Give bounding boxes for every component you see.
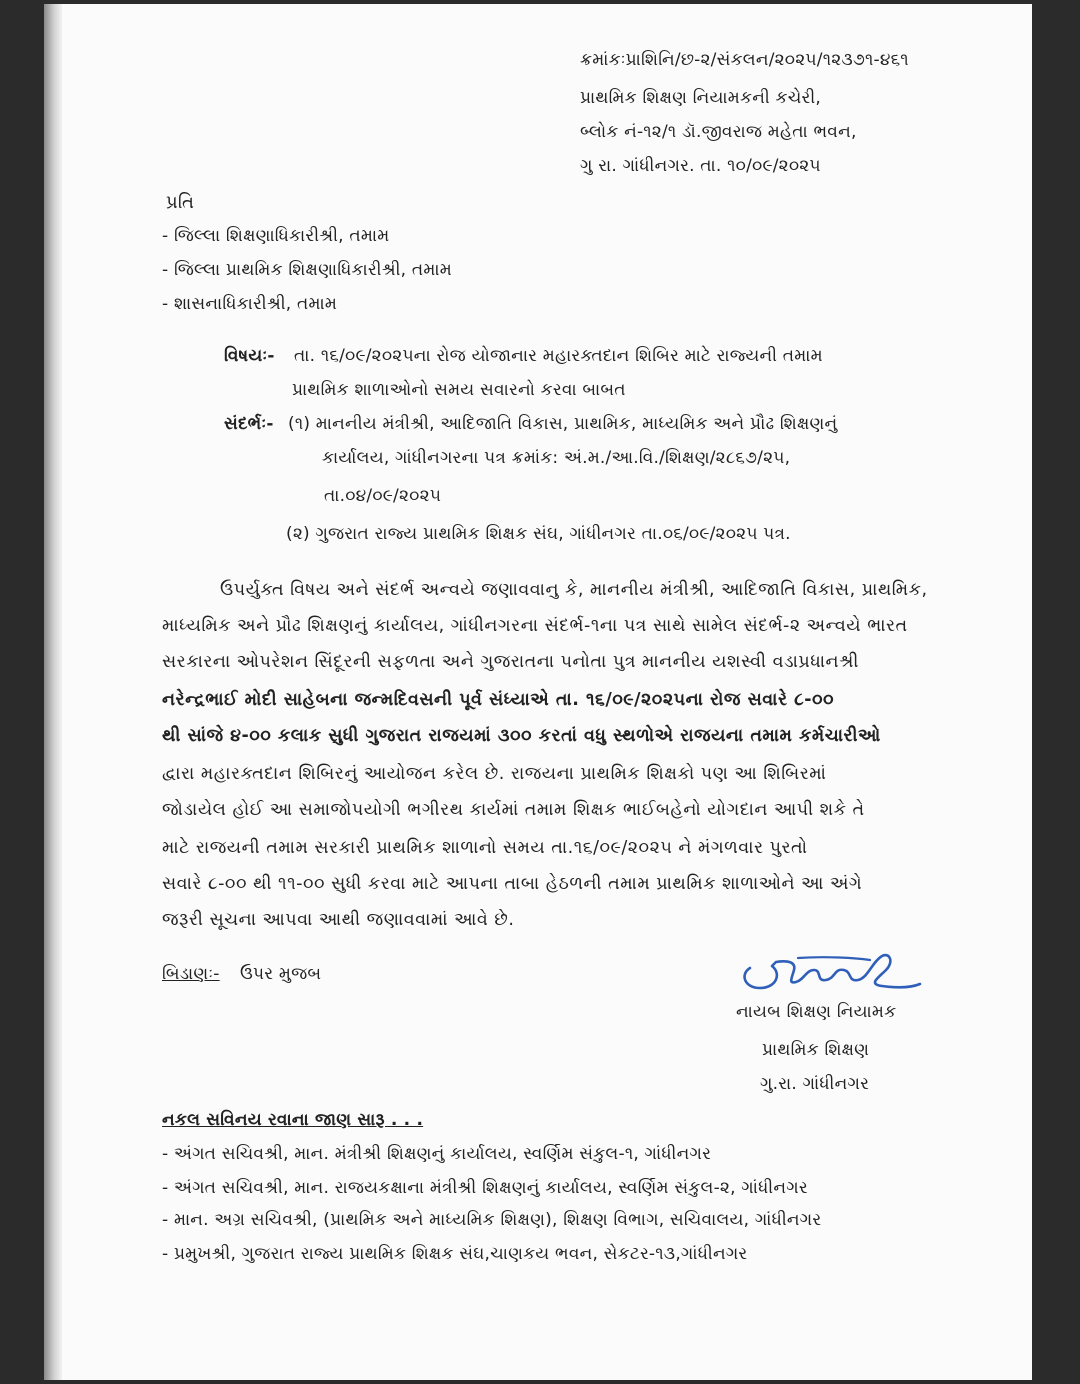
reference-item: કાર્યાલય, ગાંધીનગરના પત્ર ક્રમાંક: અં.મ./આ.વિ./શિક્ષણ/૨૮૬૭/૨૫, (322, 448, 791, 468)
recipient-item: - જિલ્લા શિક્ષણાધિકારીશ્રી, તમામ (162, 226, 390, 246)
body-line: થી સાંજે ૪-૦૦ કલાક સુધી ગુજરાત રાજયમાં ૩૦૦ કરતાં વધુ સ્થળોએ રાજયના તમામ કર્મચારીઓ (162, 726, 881, 746)
subject-label: વિષયઃ- (224, 346, 275, 366)
body-line: સરકારના ઓપરેશન સિંદૂરની સફળતા અને ગુજરાતના પનોતા પુત્ર માનનીય યશસ્વી વડાપ્રધાનશ્રી (162, 652, 859, 672)
body-line: માટે રાજયની તમામ સરકારી પ્રાથમિક શાળાનો સમય તા.૧૬/૦૯/૨૦૨૫ ને મંગળવાર પુરતો (162, 838, 808, 858)
copy-to-item: - પ્રમુખશ્રી, ગુજરાત રાજ્ય પ્રાથમિક શિક્ષક સંઘ,ચાણકય ભવન, સેકટર-૧૩,ગાંધીનગર (162, 1244, 748, 1264)
copy-to-label: નકલ સવિનય રવાના જાણ સારૂ . . . (162, 1110, 424, 1130)
body-line: સવારે ૮-૦૦ થી ૧૧-૦૦ સુધી કરવા માટે આપના તાબા હેઠળની તમામ પ્રાથમિક શાળાઓને આ અંગે (162, 874, 863, 894)
body-line: જોડાયેલ હોઈ આ સમાજોપયોગી ભગીરથ કાર્યમાં તમામ શિક્ષક ભાઈબહેનો યોગદાન આપી શકે તે (162, 800, 865, 820)
signature-image (736, 948, 926, 996)
recipient-item: - શાસનાધિકારીશ્રી, તમામ (162, 294, 338, 314)
recipient-item: - જિલ્લા પ્રાથમિક શિક્ષણાધિકારીશ્રી, તમામ (162, 260, 452, 280)
copy-to-item: - અંગત સચિવશ્રી, માન. રાજયકક્ષાના મંત્રીશ્રી શિક્ષણનું કાર્યાલય, સ્વર્ણિમ સંકુલ-૨, ગાંધીનગર (162, 1178, 808, 1198)
place-date: ગુ રા. ગાંધીનગર. તા. ૧૦/૦૯/૨૦૨૫ (580, 156, 821, 176)
subject-line: તા. ૧૬/૦૯/૨૦૨૫ના રોજ યોજાનાર મહારક્તદાન શિબિર માટે રાજ્યની તમામ (294, 346, 823, 366)
enclosure-text: ઉપર મુજબ (240, 964, 322, 984)
body-line: જરૂરી સૂચના આપવા આથી જણાવવામાં આવે છે. (162, 910, 515, 930)
reference-item: (૨) ગુજરાત રાજ્ય પ્રાથમિક શિક્ષક સંઘ, ગાંધીનગર તા.૦૬/૦૯/૨૦૨૫ પત્ર. (286, 524, 791, 544)
enclosure-label: બિડાણઃ- (162, 964, 220, 984)
reference-label: સંદર્ભઃ- (224, 414, 274, 434)
body-line: નરેન્દ્રભાઈ મોદી સાહેબના જન્મદિવસની પૂર્વ સંધ્યાએ તા. ૧૬/૦૯/૨૦૨૫ના રોજ સવારે ૮-૦૦ (162, 690, 835, 710)
body-line: ઉપર્યુક્ત વિષય અને સંદર્ભ અન્વયે જણાવવાનુ કે, માનનીય મંત્રીશ્રી, આદિજાતિ વિકાસ, પ્રાથમિક, (220, 580, 928, 600)
body-line: માધ્યમિક અને પ્રૌઢ શિક્ષણનું કાર્યાલય, ગાંધીનગરના સંદર્ભ-૧ના પત્ર સાથે સામેલ સંદર્ભ-૨ અન્વયે ભારત (162, 616, 908, 636)
reference-number: ક્રમાંકઃપ્રાશિનિ/છ-૨/સંકલન/૨૦૨૫/૧૨૩૭૧-૪૬૧ (580, 50, 909, 70)
letter-page (44, 4, 1032, 1380)
copy-to-item: - અંગત સચિવશ્રી, માન. મંત્રીશ્રી શિક્ષણનું કાર્યાલય, સ્વર્ણિમ સંકુલ-૧, ગાંધીનગર (162, 1144, 712, 1164)
body-line: દ્વારા મહારક્તદાન શિબિરનું આયોજન કરેલ છે. રાજયના પ્રાથમિક શિક્ષકો પણ આ શિબિરમાં (162, 764, 827, 784)
office-name: પ્રાથમિક શિક્ષણ નિયામકની કચેરી, (580, 88, 821, 108)
recipients-label: પ્રતિ (166, 192, 195, 213)
office-address: બ્લોક નં-૧૨/૧ ડૉ.જીવરાજ મહેતા ભવન, (580, 122, 857, 142)
reference-item: તા.૦૪/૦૯/૨૦૨૫ (324, 486, 442, 506)
copy-to-item: - માન. અગ્ર સચિવશ્રી, (પ્રાથમિક અને માધ્યમિક શિક્ષણ), શિક્ષણ વિભાગ, સચિવાલય, ગાંધીનગર (162, 1210, 822, 1230)
reference-item: (૧) માનનીય મંત્રીશ્રી, આદિજાતિ વિકાસ, પ્રાથમિક, માધ્યમિક અને પ્રૌઢ શિક્ષણનું (288, 414, 838, 434)
signatory-department: પ્રાથમિક શિક્ષણ (762, 1040, 870, 1060)
signatory-place: ગુ.રા. ગાંધીનગર (760, 1074, 870, 1094)
signatory-designation: નાયબ શિક્ષણ નિયામક (736, 1002, 897, 1022)
subject-line: પ્રાથમિક શાળાઓનો સમય સવારનો કરવા બાબત (292, 380, 626, 400)
